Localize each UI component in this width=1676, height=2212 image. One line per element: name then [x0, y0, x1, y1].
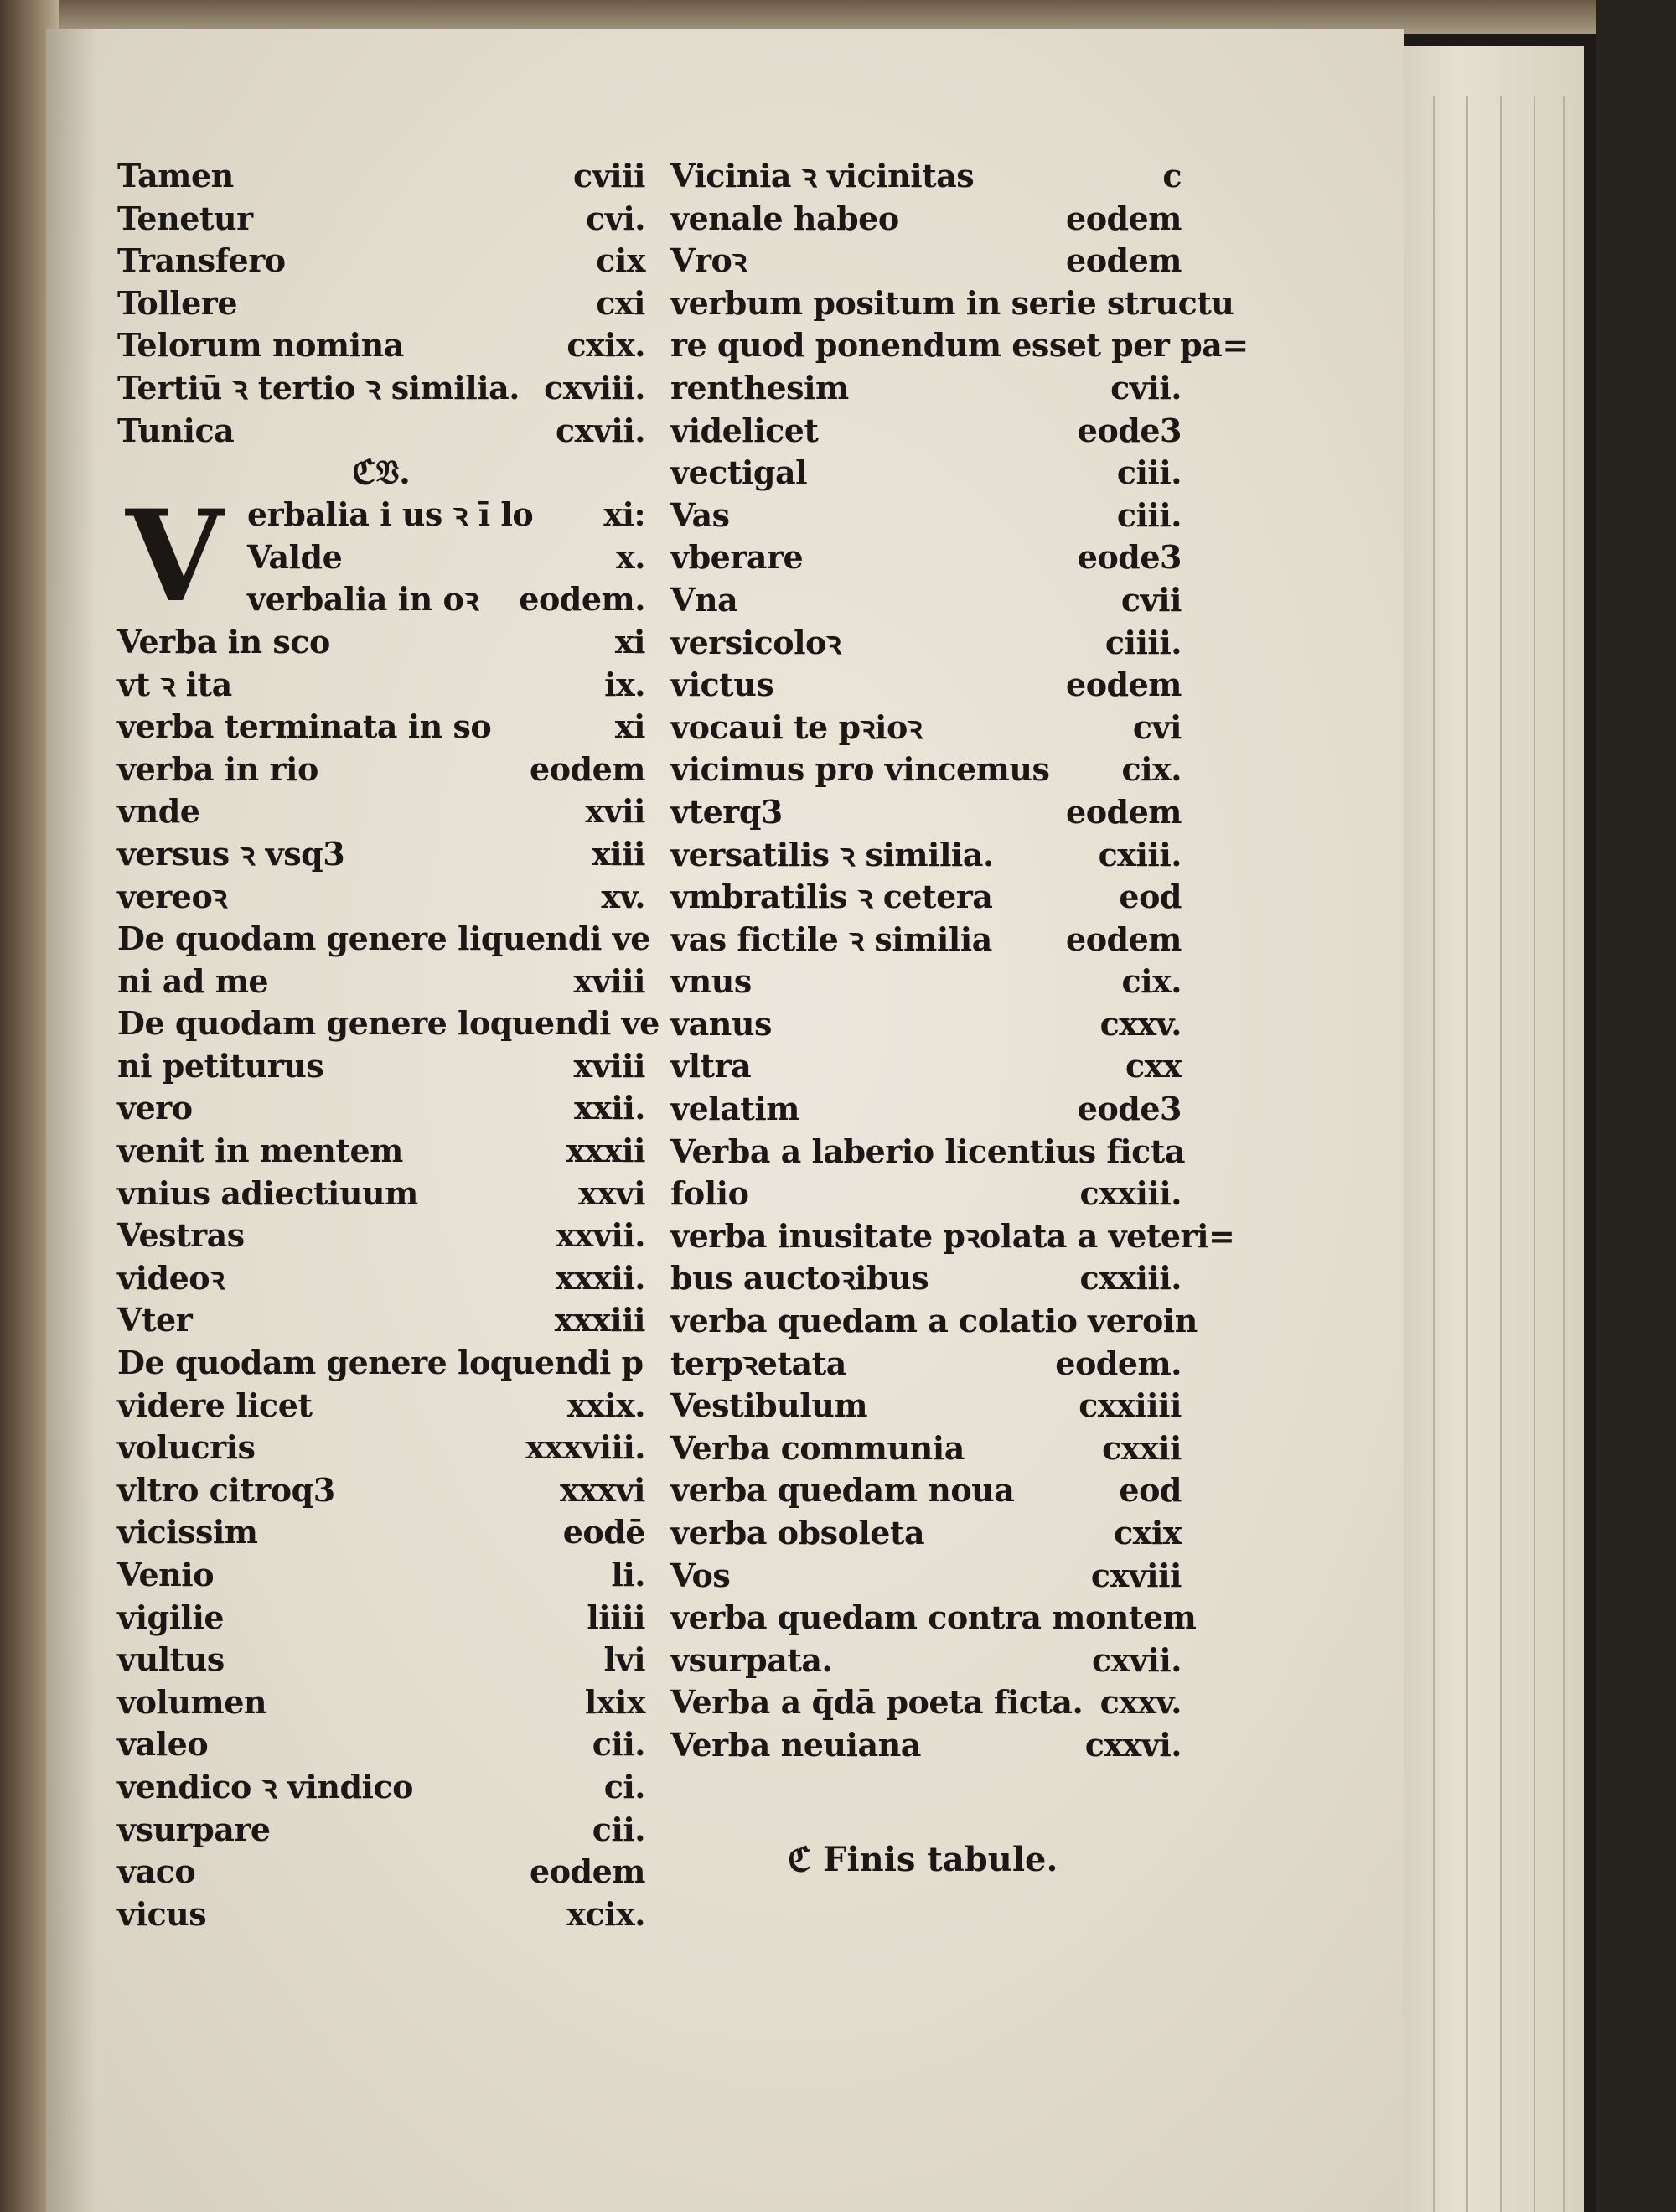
- entry-term: venale habeo: [670, 199, 899, 237]
- index-entry: [117, 790, 645, 833]
- entry-page-ref: eodem: [530, 1852, 645, 1891]
- index-entry: [117, 918, 650, 961]
- index-entry: [670, 791, 1182, 834]
- index-entry: [670, 876, 1182, 919]
- index-entry: [670, 749, 1182, 791]
- entry-page-ref: xviii: [573, 1046, 645, 1085]
- entry-page-ref: cxvii.: [1092, 1640, 1182, 1679]
- entry-page-ref: xxxviii.: [525, 1428, 645, 1467]
- index-entry: [670, 536, 1182, 579]
- entry-term: verba terminata in so: [117, 707, 492, 746]
- index-column-right: [670, 155, 1249, 1767]
- index-entry: [117, 833, 645, 876]
- entry-term: vas fictile ꝛ similia: [670, 920, 992, 958]
- entry-term: vltro citroq3: [117, 1470, 335, 1509]
- entry-term: vultus: [117, 1640, 225, 1679]
- page-gutter-shadow: [46, 29, 96, 2212]
- index-entry: Tenetur cvi.: [117, 199, 645, 237]
- entry-term: verba obsoleta: [670, 1514, 925, 1552]
- index-entry: [117, 749, 645, 791]
- entry-page-ref: eodem: [1066, 241, 1182, 280]
- entry-term: De quodam genere loquendi ve: [117, 1004, 660, 1043]
- entry-term: versicoloꝛ: [670, 623, 841, 661]
- index-entry: [117, 1554, 645, 1597]
- index-entry: [670, 1427, 1182, 1470]
- page-edges-stack: [1374, 46, 1584, 2212]
- index-entry: [670, 1257, 1182, 1300]
- index-entry: Transfero cix: [117, 241, 645, 280]
- index-entry: [670, 155, 1182, 198]
- entry-term: volumen: [117, 1682, 267, 1721]
- entry-page-ref: xxxii.: [555, 1258, 645, 1297]
- index-entry: [117, 1723, 645, 1766]
- entry-page-ref: xcix.: [566, 1894, 645, 1933]
- index-entry: [117, 664, 645, 707]
- entry-term: Vter: [117, 1301, 193, 1339]
- index-entry: [117, 1427, 645, 1469]
- entry-term: ni ad me: [117, 961, 269, 1000]
- entry-page-ref: lvi: [603, 1640, 645, 1679]
- entry-term: vendico ꝛ vindico: [117, 1767, 413, 1805]
- entry-page-ref: xiii: [592, 834, 645, 873]
- entry-term: vberare: [670, 538, 804, 577]
- index-entry: [117, 961, 645, 1003]
- entry-term: Vestibulum: [670, 1386, 868, 1425]
- entry-term: Verba a q̄dā poeta ficta.: [670, 1683, 1084, 1722]
- index-entry: [670, 961, 1182, 1003]
- index-entry: [117, 876, 645, 919]
- index-entry: [117, 1893, 645, 1936]
- index-entry: [670, 1512, 1182, 1555]
- index-entry: [670, 324, 1249, 367]
- entry-term: Verba neuiana: [670, 1725, 921, 1764]
- entry-page-ref: cxxvi.: [1084, 1725, 1182, 1764]
- entry-term: victus: [670, 666, 774, 704]
- book-cover-top: [50, 0, 1609, 34]
- entry-term: vterq3: [670, 792, 783, 831]
- index-entry: [117, 1639, 645, 1681]
- index-entry: [117, 1130, 645, 1173]
- entry-term: renthesim: [670, 368, 849, 407]
- entry-page-ref: eodem: [1066, 920, 1182, 958]
- entry-page-ref: ci.: [603, 1767, 645, 1805]
- index-entry: [670, 367, 1182, 410]
- index-entry: [670, 1088, 1182, 1131]
- entry-page-ref: c: [1162, 157, 1182, 194]
- entry-page-ref: cvii: [1120, 580, 1182, 619]
- entry-term: Venio: [117, 1556, 215, 1593]
- entry-page-ref: eode3: [1077, 411, 1182, 449]
- entry-term: ni petiturus: [117, 1046, 324, 1085]
- entry-page-ref: xi: [614, 707, 645, 746]
- entry-term: Verba communia: [670, 1428, 965, 1467]
- entry-page-ref: cix.: [1121, 750, 1182, 789]
- entry-page-ref: cxviii: [1090, 1556, 1182, 1594]
- entry-term: vsurpata.: [670, 1640, 833, 1679]
- index-entry: [670, 1045, 1182, 1088]
- entry-term: vicimus pro vincemus: [670, 750, 1050, 789]
- entry-term: folio: [670, 1174, 749, 1213]
- index-entry: verbalia in oꝛ eodem.: [247, 580, 645, 619]
- entry-term: Vicinia ꝛ vicinitas: [670, 157, 975, 194]
- index-entry: [670, 1724, 1182, 1767]
- entry-page-ref: cii.: [592, 1810, 645, 1848]
- entry-page-ref: cxxiiii: [1079, 1386, 1182, 1425]
- index-entry: [117, 1299, 645, 1342]
- entry-page-ref: xxvi: [578, 1173, 645, 1212]
- entry-page-ref: eod: [1119, 878, 1182, 916]
- entry-page-ref: eodem.: [1055, 1344, 1182, 1382]
- index-entry: [670, 1300, 1198, 1343]
- index-entry: [670, 664, 1182, 707]
- entry-term: vero: [117, 1089, 193, 1127]
- index-entry: [670, 1555, 1182, 1598]
- index-entry: Tollere cxi: [117, 283, 645, 322]
- index-entry: erbalia i us ꝛ ī lo xi:: [247, 495, 645, 534]
- entry-page-ref: cxix: [1114, 1514, 1182, 1552]
- entry-term: De quodam genere loquendi p: [117, 1344, 644, 1382]
- entry-term: Verba a laberio licentius ficta: [670, 1132, 1185, 1170]
- entry-term: venit in mentem: [117, 1132, 403, 1170]
- entry-term: valeo: [117, 1725, 209, 1764]
- index-entry: [670, 1681, 1182, 1724]
- entry-page-ref: eodem: [1066, 199, 1182, 237]
- entry-term: verba inusitate pꝛolata a veteri=: [670, 1216, 1235, 1255]
- index-entry: [670, 1385, 1182, 1427]
- entry-term: De quodam genere liquendi ve: [117, 920, 650, 958]
- index-entry: [670, 495, 1182, 537]
- entry-term: vicissim: [117, 1513, 258, 1552]
- entry-term: vltra: [670, 1047, 752, 1085]
- entry-term: vocaui te pꝛioꝛ: [670, 707, 923, 746]
- entry-page-ref: eodem: [530, 749, 645, 788]
- entry-page-ref: ciii.: [1116, 495, 1182, 534]
- index-entry: [670, 1640, 1182, 1682]
- entry-term: verbum positum in serie structu: [670, 283, 1234, 322]
- entry-page-ref: xxxiii: [554, 1301, 645, 1339]
- entry-page-ref: ix.: [604, 665, 645, 703]
- index-entry: Tunica cxvii.: [117, 411, 645, 449]
- entry-term: vnde: [117, 792, 200, 831]
- entry-page-ref: cxx: [1125, 1047, 1182, 1085]
- index-entry: [117, 1087, 645, 1130]
- section-heading: ℭ𝔙.: [352, 453, 411, 493]
- entry-term: Vas: [670, 495, 730, 534]
- index-entry: [670, 1173, 1182, 1215]
- index-entry: [117, 1215, 645, 1257]
- index-entry: [117, 1766, 645, 1809]
- entry-term: videoꝛ: [117, 1258, 225, 1297]
- entry-term: vanus: [670, 1004, 772, 1043]
- entry-term: velatim: [670, 1090, 800, 1128]
- entry-page-ref: cii.: [592, 1725, 645, 1764]
- index-entry: [117, 1342, 645, 1385]
- entry-term: Vos: [670, 1556, 731, 1594]
- entry-page-ref: lxix: [584, 1682, 645, 1721]
- index-entry: [670, 1003, 1182, 1046]
- index-entry: [117, 1257, 645, 1300]
- index-entry: Tamen cviii: [117, 157, 645, 194]
- initial-block: [117, 483, 645, 631]
- index-entry: [117, 621, 645, 664]
- entry-term: bus auctoꝛibus: [670, 1259, 929, 1298]
- entry-term: verba quedam a colatio veroin: [670, 1302, 1198, 1340]
- index-entry: [670, 282, 1234, 325]
- entry-term: Vroꝛ: [670, 241, 747, 280]
- entry-term: terpꝛetata: [670, 1344, 846, 1382]
- entry-page-ref: cxxiii.: [1079, 1174, 1182, 1213]
- entry-page-ref: liiii: [587, 1598, 645, 1636]
- entry-page-ref: xvii: [585, 792, 645, 831]
- index-entry: [670, 622, 1182, 665]
- index-entry: [117, 1385, 645, 1427]
- entry-page-ref: xi: [614, 622, 645, 660]
- index-entry: [670, 410, 1182, 453]
- entry-page-ref: eodem: [1066, 666, 1182, 704]
- entry-term: vectigal: [670, 453, 808, 492]
- entry-page-ref: xxii.: [574, 1089, 645, 1127]
- entry-term: Vna: [670, 580, 738, 619]
- index-entry: [670, 1215, 1235, 1258]
- index-entry: [670, 198, 1182, 241]
- entry-term: verba in rio: [117, 749, 318, 788]
- entry-page-ref: eod: [1119, 1471, 1182, 1510]
- index-entry: [117, 1511, 645, 1554]
- entry-page-ref: xxxvi: [560, 1470, 645, 1509]
- entry-term: vnus: [670, 962, 752, 1001]
- entry-term: vaco: [117, 1852, 196, 1891]
- index-entry: [670, 707, 1182, 749]
- index-entry: [117, 1809, 645, 1852]
- index-entry: [117, 1597, 645, 1640]
- index-entry: [117, 1851, 645, 1893]
- entry-term: verba quedam noua: [670, 1471, 1015, 1510]
- index-entry: [117, 1469, 645, 1512]
- entry-term: re quod ponendum esset per pa=: [670, 326, 1249, 365]
- entry-term: verba quedam contra montem: [670, 1598, 1197, 1637]
- index-entry: Tertiū ꝛ tertio ꝛ similia. cxviii.: [117, 368, 645, 407]
- entry-term: vmbratilis ꝛ cetera: [670, 878, 993, 916]
- index-entry: [117, 1173, 645, 1215]
- entry-page-ref: cix.: [1121, 962, 1182, 1001]
- index-entry: Telorum nomina cxix.: [117, 326, 645, 365]
- entry-page-ref: xv.: [601, 877, 645, 915]
- entry-term: vigilie: [117, 1598, 225, 1636]
- index-entry: [670, 919, 1182, 961]
- entry-page-ref: li.: [611, 1556, 645, 1593]
- colophon-finis: ℭ Finis tabule.: [788, 1840, 1058, 1879]
- entry-page-ref: xviii: [573, 961, 645, 1000]
- entry-term: vicus: [117, 1894, 207, 1933]
- entry-term: vsurpare: [117, 1810, 271, 1848]
- index-entry: [670, 1469, 1182, 1512]
- entry-page-ref: xxxii: [566, 1132, 645, 1170]
- entry-term: versatilis ꝛ similia.: [670, 835, 994, 873]
- index-entry: [670, 579, 1182, 622]
- background-right: [1596, 0, 1676, 2212]
- entry-page-ref: eodē: [562, 1513, 645, 1552]
- entry-term: vereoꝛ: [117, 877, 227, 915]
- entry-term: Verba in sco: [117, 622, 330, 660]
- entry-term: versus ꝛ vsq3: [117, 834, 345, 873]
- index-entry: [670, 452, 1182, 495]
- entry-page-ref: eode3: [1077, 538, 1182, 577]
- entry-page-ref: cxxv.: [1099, 1004, 1182, 1043]
- index-column-left: [117, 155, 660, 1935]
- index-entry: Valde x.: [247, 537, 645, 576]
- entry-page-ref: cxiii.: [1098, 835, 1182, 873]
- entry-term: Vestras: [117, 1216, 245, 1255]
- entry-page-ref: cxxiii.: [1079, 1259, 1182, 1298]
- entry-page-ref: ciii.: [1116, 453, 1182, 492]
- decorated-initial-letter: V: [126, 483, 224, 631]
- index-entry: [670, 240, 1182, 282]
- index-entry: [670, 1597, 1197, 1640]
- index-entry: [670, 834, 1182, 877]
- index-entry: [117, 1002, 660, 1045]
- entry-page-ref: cxxv.: [1099, 1683, 1182, 1722]
- index-entry: [117, 1681, 645, 1724]
- entry-page-ref: cxxii: [1102, 1428, 1182, 1467]
- entry-term: volucris: [117, 1428, 256, 1467]
- entry-term: videlicet: [670, 411, 819, 449]
- entry-term: vnius adiectiuum: [117, 1173, 418, 1212]
- index-entry: [117, 706, 645, 749]
- index-entry: [670, 1131, 1185, 1173]
- entry-page-ref: xxvii.: [556, 1216, 645, 1255]
- entry-term: videre licet: [117, 1386, 313, 1424]
- entry-page-ref: cvi: [1132, 707, 1182, 746]
- entry-page-ref: ciiii.: [1104, 623, 1182, 661]
- index-entry: [117, 1045, 645, 1088]
- index-entry: [670, 1343, 1182, 1386]
- entry-page-ref: eode3: [1077, 1090, 1182, 1128]
- entry-page-ref: xxix.: [566, 1386, 645, 1424]
- entry-page-ref: cvii.: [1110, 368, 1182, 407]
- entry-term: vt ꝛ ita: [117, 665, 232, 703]
- entry-page-ref: eodem: [1066, 792, 1182, 831]
